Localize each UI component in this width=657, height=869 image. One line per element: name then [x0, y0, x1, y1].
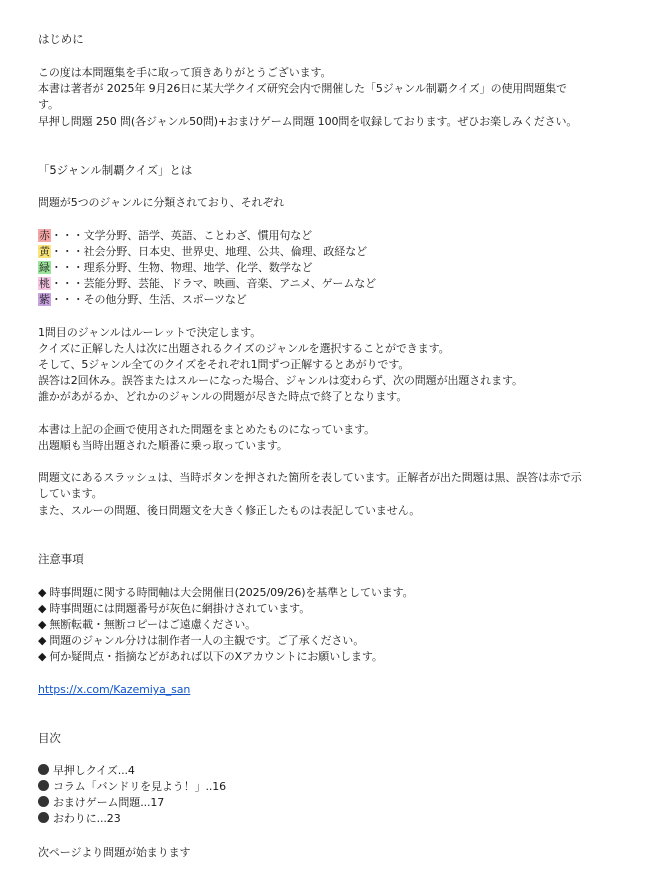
genre-tag: 緑 — [39, 261, 50, 274]
bullet-circle-icon — [38, 764, 49, 775]
note-item: ◆ 時事問題には問題番号が灰色に網掛けされています。 — [38, 602, 311, 615]
toc-item[interactable]: おわりに...23 — [38, 811, 121, 827]
genre-row-purple — [38, 292, 247, 308]
notation-line: また、スルーの問題、後日問題文を大きく修正したものは表記していません。 — [38, 504, 421, 517]
genre-tag: 赤 — [39, 229, 50, 242]
genre-row-red — [38, 228, 312, 244]
diamond-bullet-icon: ◆ — [38, 602, 47, 615]
genre-desc: ・・・その他分野、生活、スポーツなど — [50, 293, 247, 306]
intro-paragraph: 本書は著者が 2025年 9月26日に某大学クイズ研究会内で開催した「5ジャンル制覇クイズ」の使用問題集で — [38, 82, 567, 95]
x-account-link[interactable]: https://x.com/Kazemiya_san — [38, 683, 191, 696]
about-lead: 問題が5つのジャンルに分類されており、それぞれ — [38, 196, 285, 209]
toc-item[interactable]: 早押しクイズ...4 — [38, 763, 135, 779]
bullet-circle-icon — [38, 812, 49, 823]
note-item: ◆ 時事問題に関する時間軸は大会開催日(2025/09/26)を基準としています。 — [38, 586, 414, 599]
genre-desc: ・・・芸能分野、芸能、ドラマ、映画、音楽、アニメ、ゲームなど — [50, 277, 377, 290]
genre-desc: ・・・社会分野、日本史、世界史、地理、公共、倫理、政経など — [50, 245, 368, 258]
diamond-bullet-icon: ◆ — [38, 618, 47, 631]
notation-line: 問題文にあるスラッシュは、当時ボタンを押された箇所を表しています。正解者が出た問題は黒、誤答は赤で示 — [38, 471, 582, 484]
rule-line: 誰かがあがるか、どれかのジャンルの問題が尽きた時点で終了となります。 — [38, 390, 408, 403]
rule-line: 1問目のジャンルはルーレットで決定します。 — [38, 326, 262, 339]
source-line: 出題順も当時出題された順番に乗っ取っています。 — [38, 439, 288, 452]
rule-line: クイズに正解した人は次に出題されるクイズのジャンルを選択することができます。 — [38, 342, 450, 355]
intro-paragraph: 早押し問題 250 問(各ジャンル50問)+おまけゲーム問題 100問を収録しております。ぜひお楽しみください。 — [38, 115, 578, 128]
genre-row-green — [38, 260, 313, 276]
genre-tag: 紫 — [39, 293, 50, 306]
rule-line: 誤答は2回休み。誤答またはスルーになった場合、ジャンルは変わらず、次の問題が出題されます。 — [38, 374, 523, 387]
note-item: ◆ 問題のジャンル分けは制作者一人の主観です。ご了承ください。 — [38, 634, 365, 647]
genre-tag: 桃 — [39, 277, 50, 290]
notes-heading: 注意事項 — [38, 552, 84, 566]
diamond-bullet-icon: ◆ — [38, 650, 47, 663]
rule-line: そして、5ジャンル全てのクイズをそれぞれ1問ずつ正解するとあがりです。 — [38, 358, 410, 371]
source-line: 本書は上記の企画で使用された問題をまとめたものになっています。 — [38, 423, 376, 436]
genre-desc: ・・・文学分野、語学、英語、ことわざ、慣用句など — [50, 229, 313, 242]
notation-line: しています。 — [38, 487, 103, 500]
bullet-circle-icon — [38, 796, 49, 807]
genre-row-pink — [38, 276, 376, 292]
intro-paragraph: この度は本問題集を手に取って頂きありがとうございます。 — [38, 66, 332, 79]
diamond-bullet-icon: ◆ — [38, 586, 47, 599]
toc-item[interactable]: おまけゲーム問題...17 — [38, 795, 164, 811]
genre-row-yellow — [38, 244, 367, 260]
toc-heading: 目次 — [38, 731, 61, 745]
genre-tag: 黄 — [39, 245, 50, 258]
about-heading: 「5ジャンル制覇クイズ」とは — [38, 163, 193, 177]
note-item: ◆ 無断転載・無断コピーはご遠慮ください。 — [38, 618, 257, 631]
footer-note: 次ページより問題が始まります — [38, 846, 191, 859]
genre-desc: ・・・理系分野、生物、物理、地学、化学、数学など — [50, 261, 313, 274]
bullet-circle-icon — [38, 780, 49, 791]
diamond-bullet-icon: ◆ — [38, 634, 47, 647]
intro-paragraph: す。 — [38, 98, 59, 111]
intro-heading: はじめに — [38, 32, 84, 46]
note-item: ◆ 何か疑問点・指摘などがあれば以下のXアカウントにお願いします。 — [38, 650, 383, 663]
toc-item[interactable]: コラム「バンドリを見よう！」..16 — [38, 779, 226, 795]
